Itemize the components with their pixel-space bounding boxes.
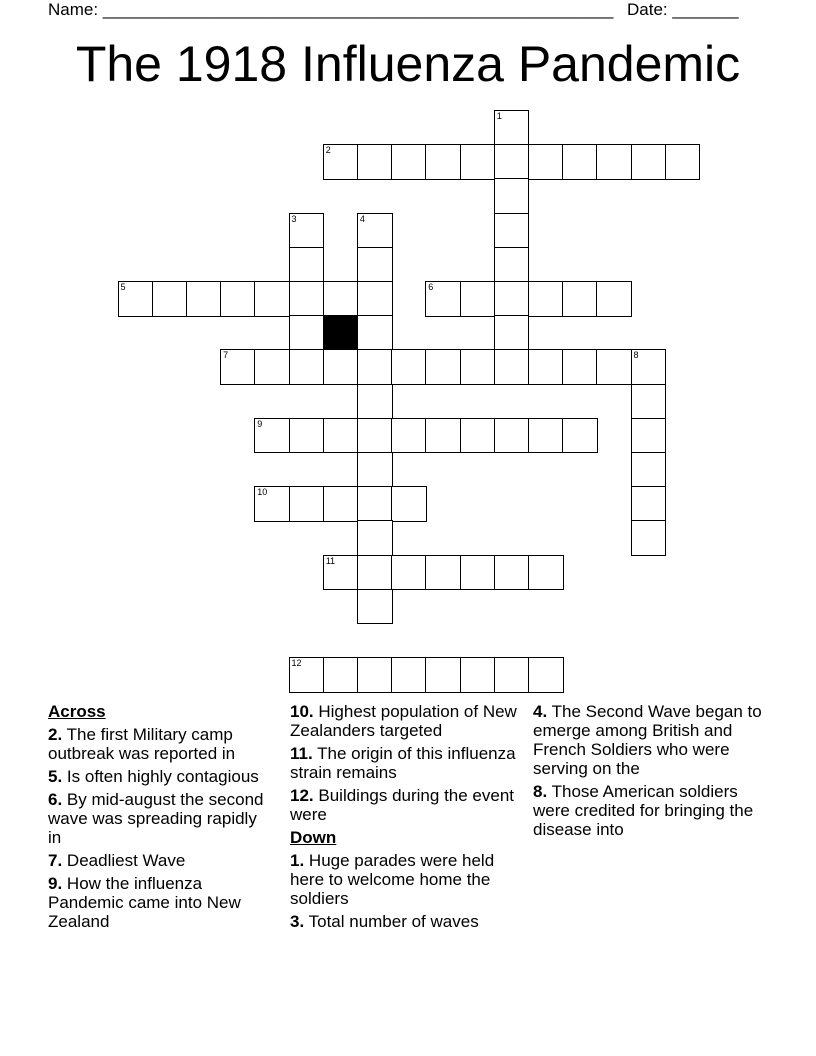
crossword-cell[interactable] — [425, 657, 461, 693]
crossword-cell[interactable] — [357, 247, 393, 283]
crossword-cell[interactable] — [562, 418, 598, 454]
clue-number: 1 — [496, 111, 502, 121]
crossword-cell[interactable] — [357, 418, 393, 454]
crossword-cell[interactable] — [460, 349, 496, 385]
clue-number: 5 — [120, 282, 126, 292]
clue-across-6: 6. By mid-august the second wave was spreading rapidly in — [48, 790, 264, 847]
crossword-cell[interactable] — [357, 144, 393, 180]
clue-across-11: 11. The origin of this influenza strain remains — [290, 744, 516, 782]
clue-across-7: 7. Deadliest Wave — [48, 851, 186, 870]
crossword-cell[interactable] — [289, 281, 325, 317]
crossword-cell[interactable] — [357, 520, 393, 556]
crossword-cell[interactable] — [220, 281, 256, 317]
crossword-cell[interactable] — [494, 213, 530, 249]
crossword-cell[interactable] — [323, 349, 359, 385]
crossword-cell[interactable] — [665, 144, 701, 180]
crossword-cell[interactable] — [357, 384, 393, 420]
crossword-cell[interactable] — [289, 247, 325, 283]
clue-number: 10 — [257, 487, 268, 498]
crossword-cell[interactable] — [528, 144, 564, 180]
crossword-cell[interactable] — [596, 144, 632, 180]
crossword-cell[interactable] — [323, 144, 359, 180]
crossword-cell[interactable] — [596, 281, 632, 317]
crossword-cell[interactable] — [528, 281, 564, 317]
clue-down-1: 1. Huge parades were held here to welcome home the soldiers — [290, 851, 495, 908]
crossword-cell[interactable] — [357, 657, 393, 693]
clue-across-5: 5. Is often highly contagious — [48, 767, 259, 786]
crossword-cell[interactable] — [186, 281, 222, 317]
clues-column-1 — [48, 702, 274, 935]
crossword-cell[interactable] — [391, 555, 427, 591]
down-heading: Down — [290, 828, 337, 847]
crossword-cell[interactable] — [631, 384, 667, 420]
crossword-cell[interactable] — [528, 418, 564, 454]
crossword-cell[interactable] — [631, 486, 667, 522]
crossword-cell[interactable] — [357, 349, 393, 385]
crossword-cell[interactable] — [289, 418, 325, 454]
crossword-cell[interactable] — [494, 247, 530, 283]
crossword-cell[interactable] — [425, 281, 461, 317]
clue-number: 2 — [325, 145, 331, 156]
blocked-cell — [323, 315, 359, 351]
clue-number: 4 — [359, 213, 365, 224]
crossword-cell[interactable] — [425, 349, 461, 385]
crossword-cell[interactable] — [494, 349, 530, 385]
crossword-cell[interactable] — [528, 349, 564, 385]
crossword-cell[interactable] — [425, 418, 461, 454]
clues-column-2 — [290, 702, 518, 935]
clue-across-12: 12. Buildings during the event were — [290, 786, 515, 824]
page-title: The 1918 Influenza Pandemic — [75, 36, 741, 92]
crossword-cell[interactable] — [289, 486, 325, 522]
crossword-cell[interactable] — [631, 349, 667, 385]
clue-number: 7 — [223, 350, 229, 361]
crossword-cell[interactable] — [357, 589, 393, 625]
crossword-cell[interactable] — [562, 349, 598, 385]
crossword-cell[interactable] — [460, 418, 496, 454]
clue-across-9: 9. How the influenza Pandemic came into New Zealand — [48, 874, 241, 931]
crossword-cell[interactable] — [460, 144, 496, 180]
crossword-cell[interactable] — [323, 418, 359, 454]
clue-down-3: 3. Total number of waves — [290, 912, 479, 931]
clues-column-3 — [533, 702, 773, 843]
crossword-cell[interactable] — [323, 486, 359, 522]
crossword-cell[interactable] — [494, 144, 530, 180]
crossword-cell[interactable] — [289, 315, 325, 351]
clue-number: 9 — [257, 418, 263, 429]
crossword-cell[interactable] — [357, 281, 393, 317]
crossword-cell[interactable] — [460, 281, 496, 317]
crossword-cell[interactable] — [494, 657, 530, 693]
clue-across-2: 2. The first Military camp outbreak was reported in — [48, 725, 236, 763]
crossword-cell[interactable] — [460, 657, 496, 693]
clue-number: 8 — [633, 350, 639, 361]
crossword-cell[interactable] — [289, 657, 325, 693]
crossword-cell[interactable] — [357, 315, 393, 351]
name-field-label: Name: ______________________________________________________ — [48, 0, 614, 19]
crossword-cell[interactable] — [254, 418, 290, 454]
crossword-cell[interactable] — [391, 349, 427, 385]
date-field-label: Date: _______ — [627, 0, 739, 19]
crossword-cell[interactable] — [357, 452, 393, 488]
clue-number: 6 — [428, 282, 434, 292]
crossword-cell[interactable] — [254, 281, 290, 317]
crossword-cell[interactable] — [391, 657, 427, 693]
crossword-cell[interactable] — [494, 315, 530, 351]
crossword-cell[interactable] — [391, 144, 427, 180]
crossword-cell[interactable] — [220, 349, 256, 385]
crossword-cell[interactable] — [118, 281, 154, 317]
clue-number: 3 — [291, 213, 297, 224]
crossword-cell[interactable] — [494, 110, 530, 146]
crossword-cell[interactable] — [425, 144, 461, 180]
crossword-cell[interactable] — [494, 178, 530, 214]
crossword-cell[interactable] — [562, 144, 598, 180]
crossword-cell[interactable] — [494, 555, 530, 591]
crossword-cell[interactable] — [460, 555, 496, 591]
clue-number: 11 — [325, 555, 336, 566]
crossword-cell[interactable] — [528, 657, 564, 693]
crossword-cell[interactable] — [631, 418, 667, 454]
crossword-cell[interactable] — [289, 213, 325, 249]
crossword-cell[interactable] — [631, 144, 667, 180]
crossword-cell[interactable] — [494, 281, 530, 317]
crossword-cell[interactable] — [631, 452, 667, 488]
clue-across-10: 10. Highest population of New Zealanders targeted — [290, 702, 517, 740]
crossword-cell[interactable] — [631, 520, 667, 556]
crossword-cell[interactable] — [254, 486, 290, 522]
crossword-cell[interactable] — [596, 349, 632, 385]
crossword-cell[interactable] — [357, 213, 393, 249]
clue-down-4: 4. The Second Wave began to emerge among British and French Soldiers who were serving on the — [533, 702, 762, 778]
crossword-cell[interactable] — [289, 349, 325, 385]
crossword-cell[interactable] — [494, 418, 530, 454]
crossword-cell[interactable] — [254, 349, 290, 385]
crossword-cell[interactable] — [562, 281, 598, 317]
crossword-cell[interactable] — [357, 486, 393, 522]
crossword-cell[interactable] — [357, 555, 393, 591]
crossword-cell[interactable] — [391, 418, 427, 454]
across-heading: Across — [48, 702, 106, 721]
clue-number: 12 — [291, 658, 302, 669]
crossword-cell[interactable] — [528, 555, 564, 591]
crossword-cell[interactable] — [391, 486, 427, 522]
crossword-cell[interactable] — [323, 281, 359, 317]
crossword-cell[interactable] — [152, 281, 188, 317]
crossword-cell[interactable] — [323, 555, 359, 591]
clue-down-8: 8. Those American soldiers were credited for bringing the disease into — [533, 782, 754, 839]
crossword-cell[interactable] — [323, 657, 359, 693]
crossword-cell[interactable] — [425, 555, 461, 591]
